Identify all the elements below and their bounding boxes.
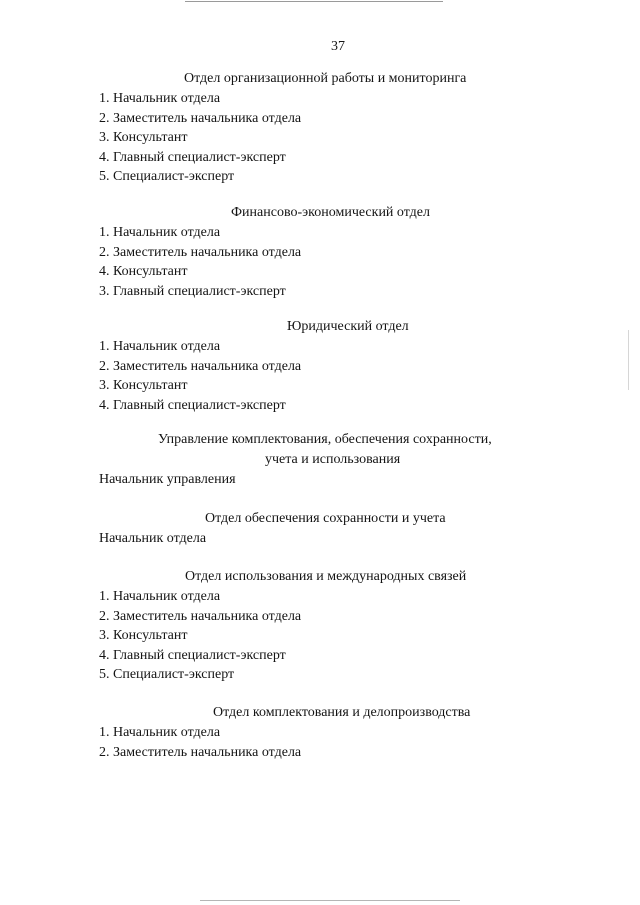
list-item: 1. Начальник отдела	[99, 725, 221, 740]
list-item: 4. Консультант	[99, 264, 188, 280]
list-item: 1. Начальник отдела	[99, 91, 221, 106]
list-item: 3. Консультант	[99, 628, 188, 644]
list-item: 5. Специалист-эксперт	[99, 667, 235, 683]
position-list	[99, 470, 569, 490]
section-legal	[99, 317, 569, 415]
section-heading	[99, 430, 569, 470]
list-item: 3. Консультант	[99, 378, 188, 394]
position-list	[99, 723, 569, 762]
position-list	[99, 337, 569, 415]
list-item: 2. Заместитель начальника отдела	[99, 244, 302, 260]
list-item: 1. Начальник отдела	[99, 339, 221, 354]
position-list	[99, 223, 569, 301]
section-acquisition	[99, 703, 569, 762]
section-heading: Отдел использования и международных связей	[185, 569, 467, 584]
list-item: 3. Главный специалист-эксперт	[99, 283, 286, 299]
list-item: 4. Главный специалист-эксперт	[99, 647, 286, 663]
section-preservation	[99, 509, 569, 549]
list-item: 4. Главный специалист-эксперт	[99, 397, 286, 413]
position-list	[99, 529, 569, 549]
list-item: 2. Заместитель начальника отдела	[99, 744, 302, 760]
list-item: 2. Заместитель начальника отдела	[99, 358, 302, 374]
section-heading-line: Управление комплектования, обеспечения сохранности,	[158, 432, 492, 447]
list-item: 1. Начальник отдела	[99, 589, 221, 604]
list-item: 5. Специалист-эксперт	[99, 169, 235, 185]
list-item: 2. Заместитель начальника отдела	[99, 608, 302, 624]
position-list	[99, 89, 569, 187]
scan-mark	[628, 330, 629, 390]
section-heading: Отдел обеспечения сохранности и учета	[205, 511, 446, 526]
section-finance	[99, 203, 569, 301]
list-item: Начальник отдела	[99, 531, 207, 546]
section-org-work	[99, 69, 569, 187]
list-item: 4. Главный специалист-эксперт	[99, 149, 286, 165]
page-edge-top	[185, 1, 443, 2]
section-directorate	[99, 430, 569, 490]
page-edge-bottom	[200, 900, 460, 901]
list-item: 3. Консультант	[99, 130, 188, 146]
page-number: 37	[331, 39, 345, 54]
section-heading: Финансово-экономический отдел	[231, 205, 430, 220]
position-list	[99, 587, 569, 685]
section-heading: Отдел организационной работы и мониторинга	[184, 71, 467, 86]
section-usage-intl	[99, 567, 569, 685]
section-heading-line: учета и использования	[265, 452, 401, 467]
list-item: 1. Начальник отдела	[99, 225, 221, 240]
list-item: Начальник управления	[99, 472, 236, 487]
section-heading: Юридический отдел	[287, 319, 409, 334]
section-heading: Отдел комплектования и делопроизводства	[213, 705, 471, 720]
list-item: 2. Заместитель начальника отдела	[99, 110, 302, 126]
